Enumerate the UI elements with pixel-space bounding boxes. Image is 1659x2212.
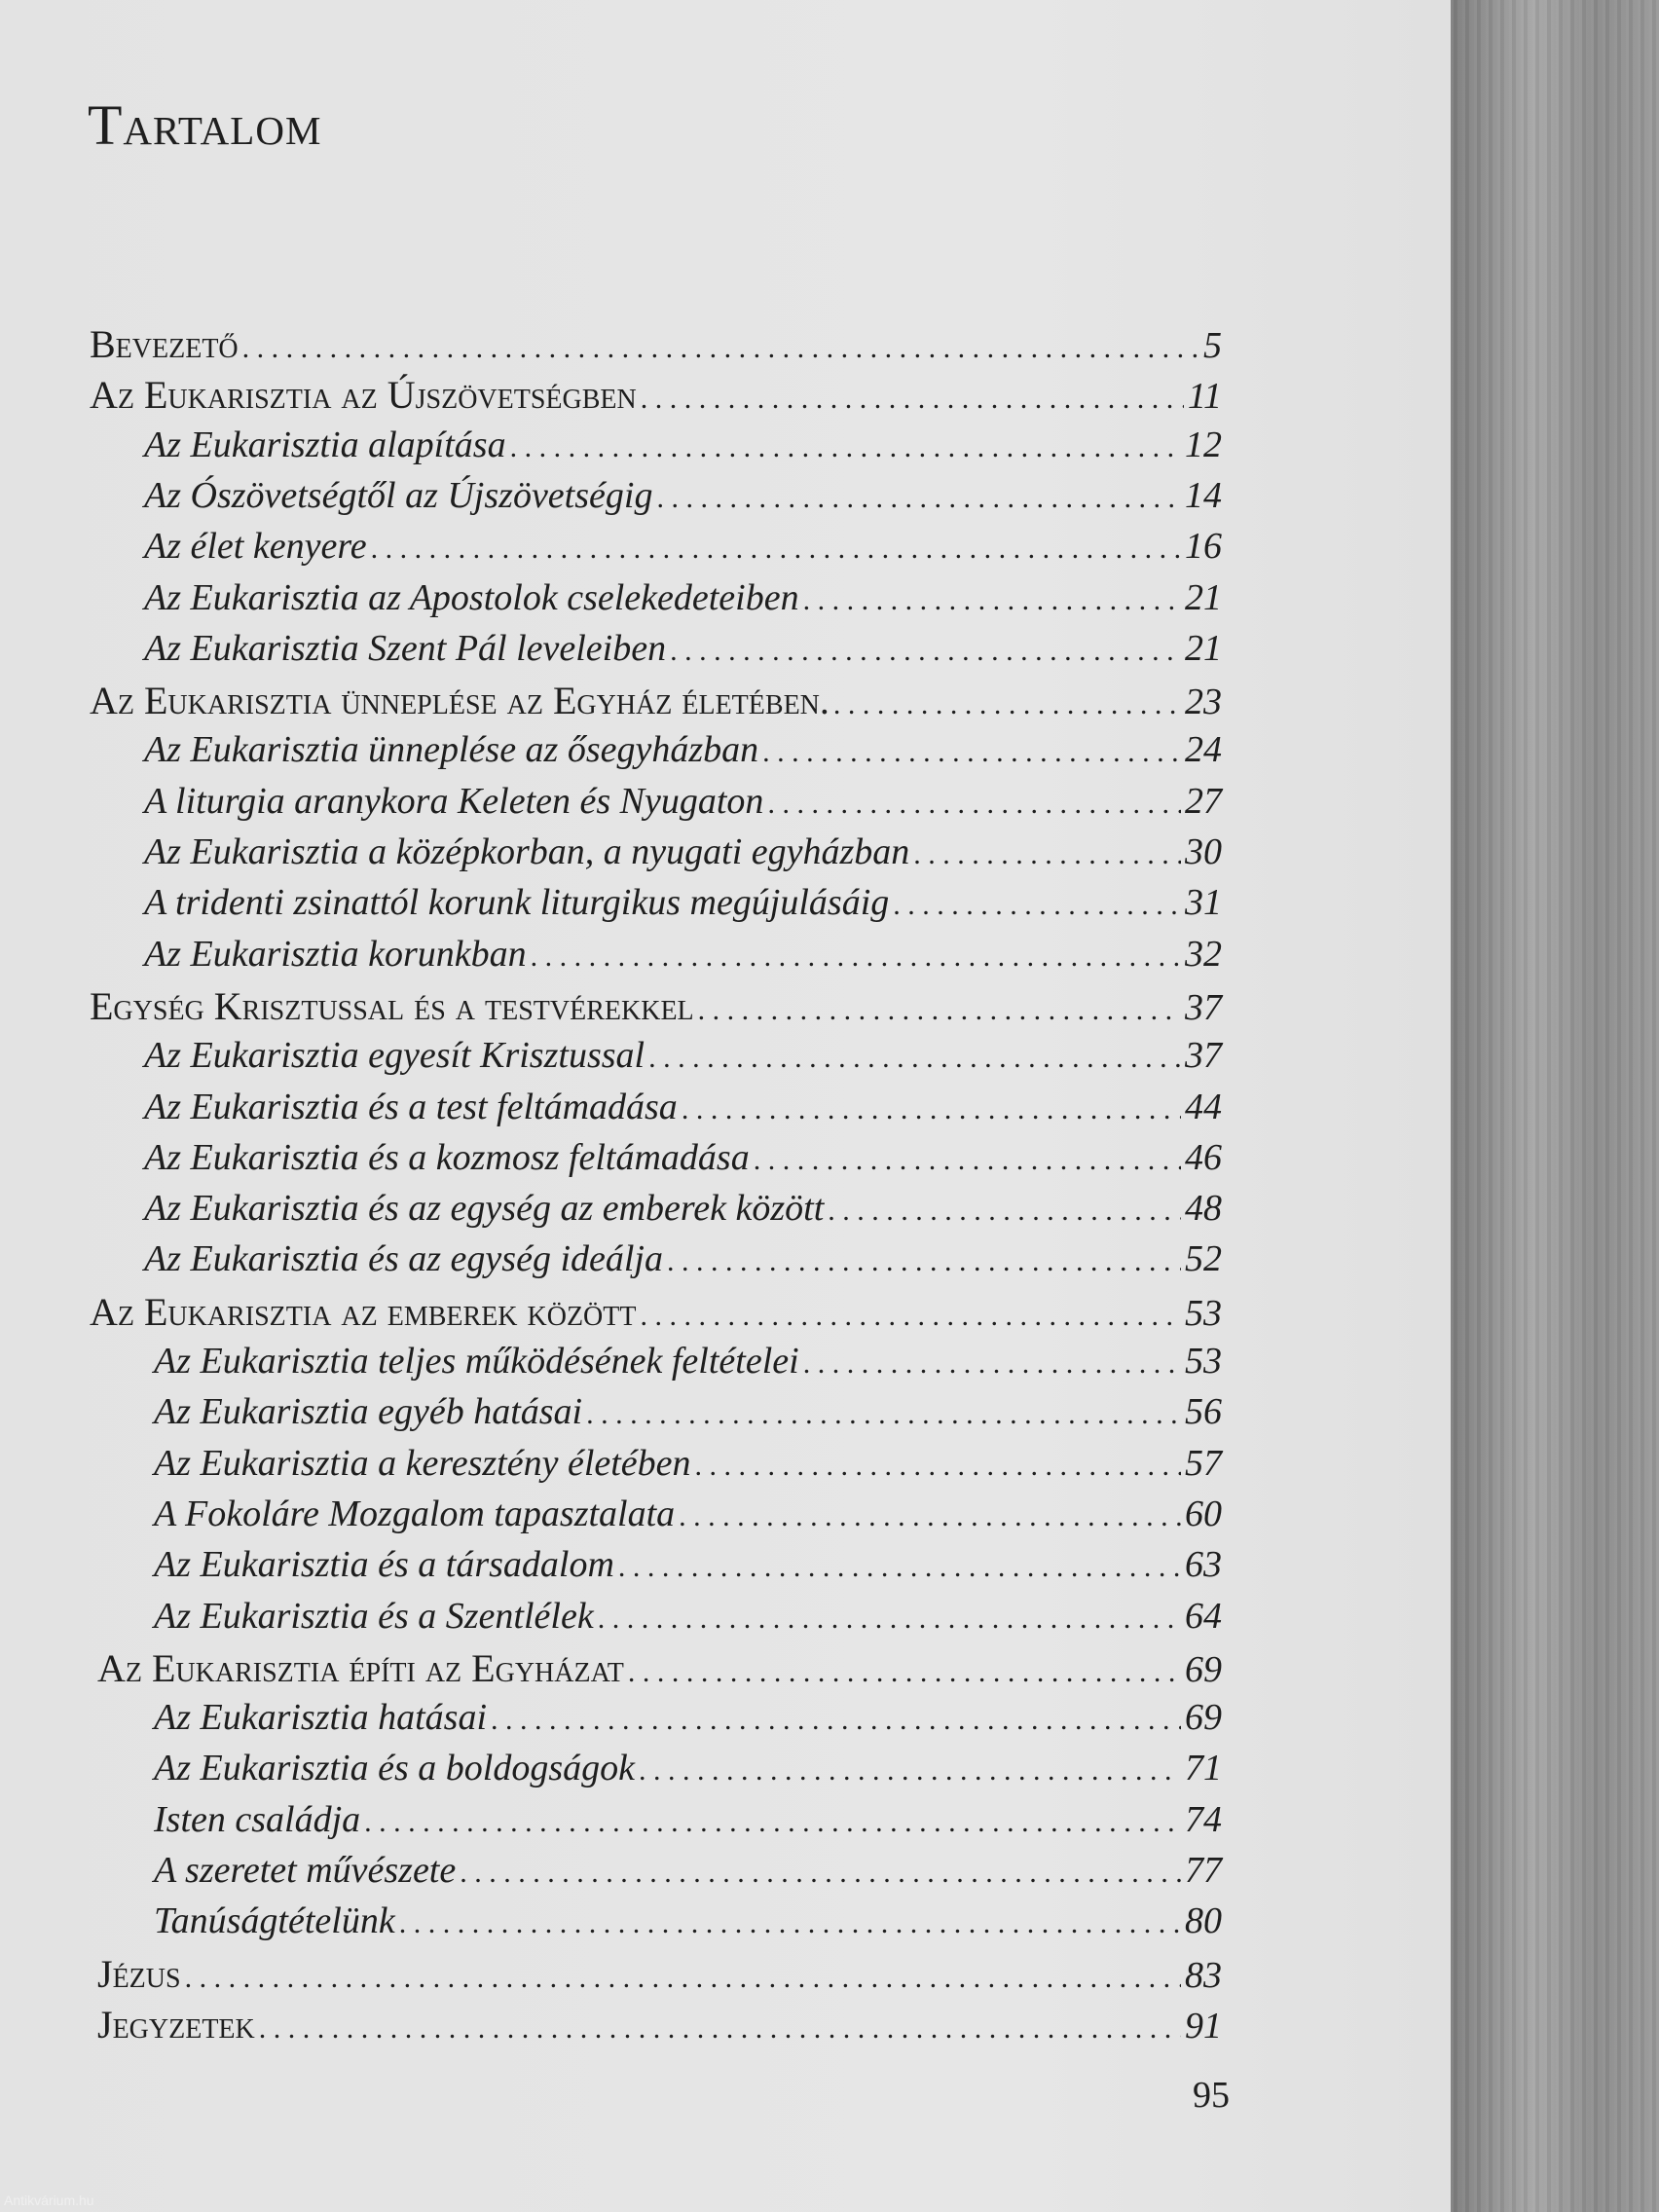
toc-entry-page: 37 <box>1185 986 1222 1028</box>
page-number: 95 <box>1193 2075 1230 2116</box>
dot-leader <box>767 788 1181 821</box>
toc-entry-page: 80 <box>1185 1900 1222 1942</box>
toc-entry <box>154 1899 1222 1950</box>
dot-leader <box>762 736 1181 769</box>
toc-entry-label: Az Eukarisztia és a boldogságok <box>154 1748 635 1789</box>
dot-leader <box>531 940 1181 974</box>
page-title: Tartalom <box>88 93 322 157</box>
toc-entry-label: Az Eukarisztia és az egység ideálja <box>144 1238 663 1280</box>
toc-entry-page: 52 <box>1185 1238 1222 1280</box>
toc-entry-page: 64 <box>1185 1595 1222 1637</box>
toc-entry <box>144 1034 1222 1085</box>
toc-entry-label: Az Eukarisztia építi az Egyházat <box>97 1645 624 1690</box>
toc-entry <box>144 1237 1222 1288</box>
toc-entry-page: 53 <box>1185 1341 1222 1382</box>
dot-leader <box>242 332 1199 365</box>
toc-entry-page: 24 <box>1185 729 1222 771</box>
toc-entry <box>154 1390 1222 1441</box>
watermark: Antikvárium.hu <box>4 2193 94 2208</box>
toc-entry <box>154 1595 1222 1645</box>
toc-entry <box>144 780 1222 830</box>
dot-leader <box>695 1450 1181 1483</box>
toc-entry-page: 27 <box>1185 780 1222 822</box>
toc-entry-page: 69 <box>1185 1648 1222 1690</box>
dot-leader <box>641 383 1184 416</box>
dot-leader <box>803 1347 1181 1381</box>
toc-entry-page: 5 <box>1203 325 1222 366</box>
toc-entry-page: 31 <box>1185 882 1222 924</box>
toc-entry-label: Az Eukarisztia egyéb hatásai <box>154 1391 583 1433</box>
toc-entry-label: Az Eukarisztia az Újszövetségben <box>90 373 637 418</box>
toc-entry <box>154 1442 1222 1493</box>
toc-entry <box>154 1340 1222 1390</box>
toc-entry-label: Az Eukarisztia alapítása <box>144 424 506 465</box>
toc-entry-page: 21 <box>1185 627 1222 669</box>
toc-entry-label: A szeretet művészete <box>154 1850 457 1891</box>
toc-entry <box>97 1645 1222 1696</box>
dot-leader <box>648 1042 1181 1075</box>
dot-leader <box>698 994 1181 1027</box>
toc-entry-label: A tridenti zsinattól korunk liturgikus megújulásáig <box>144 882 890 924</box>
toc-entry-page: 69 <box>1185 1697 1222 1739</box>
toc-entry <box>97 1951 1222 2002</box>
toc-entry-label: Az Eukarisztia egyesít Krisztussal <box>144 1035 645 1077</box>
toc-entry-label: Bevezető <box>90 322 239 366</box>
toc-entry <box>144 424 1222 474</box>
toc-entry-page: 16 <box>1185 526 1222 568</box>
toc-entry <box>154 1696 1222 1747</box>
toc-entry-label: Tanúságtételünk <box>154 1900 395 1942</box>
toc-entry-page: 91 <box>1185 2005 1222 2046</box>
dot-leader <box>491 1704 1181 1737</box>
toc-entry <box>90 983 1222 1034</box>
toc-entry <box>144 627 1222 678</box>
dot-leader <box>679 1500 1181 1533</box>
dot-leader <box>641 1300 1182 1333</box>
toc-entry-page: 44 <box>1185 1086 1222 1127</box>
toc-entry <box>90 372 1222 423</box>
toc-entry <box>154 1849 1222 1899</box>
toc-entry <box>90 321 1222 372</box>
toc-entry <box>144 576 1222 627</box>
toc-entry-page: 74 <box>1185 1798 1222 1840</box>
dot-leader <box>185 1962 1181 1995</box>
dot-leader <box>670 635 1181 668</box>
toc-entry-page: 57 <box>1185 1442 1222 1484</box>
toc-entry-label: Az Eukarisztia a keresztény életében <box>154 1442 691 1484</box>
dot-leader <box>893 889 1181 922</box>
toc-entry-label: Az élet kenyere <box>144 526 367 568</box>
toc-entry <box>144 933 1222 983</box>
toc-entry-label: Az Eukarisztia az Apostolok cselekedeteiben <box>144 576 799 618</box>
toc-entry-page: 12 <box>1185 424 1222 465</box>
dot-leader <box>913 838 1181 871</box>
dot-leader <box>510 431 1181 464</box>
toc-entry <box>90 678 1222 728</box>
toc-entry-label: Jegyzetek <box>97 2002 255 2046</box>
toc-entry-label: Az Eukarisztia és a társadalom <box>154 1544 614 1586</box>
dot-leader <box>598 1603 1181 1636</box>
toc-entry <box>90 1289 1222 1340</box>
toc-entry-page: 11 <box>1187 376 1222 418</box>
toc-entry-page: 56 <box>1185 1391 1222 1433</box>
toc-entry <box>154 1543 1222 1594</box>
dot-leader <box>586 1398 1181 1431</box>
toc-entry-label: Az Eukarisztia Szent Pál leveleiben <box>144 627 667 669</box>
toc-entry-label: Az Eukarisztia teljes működésének feltételei <box>154 1341 799 1382</box>
dot-leader <box>656 482 1181 515</box>
toc-entry-label: Az Eukarisztia és a Szentlélek <box>154 1595 594 1637</box>
toc-entry-label: Az Eukarisztia hatásai <box>154 1697 488 1739</box>
toc-entry-page: 32 <box>1185 933 1222 975</box>
toc-entry-label: Az Eukarisztia az emberek között <box>90 1289 637 1334</box>
toc-entry-label: Az Eukarisztia korunkban <box>144 933 527 975</box>
toc-entry <box>144 1187 1222 1237</box>
toc-entry-label: Az Eukarisztia a középkorban, a nyugati egyházban <box>144 831 910 872</box>
toc-entry-label: Az Eukarisztia ünneplése az ősegyházban <box>144 729 759 771</box>
toc-entry <box>97 2002 1222 2052</box>
toc-entry-page: 48 <box>1185 1188 1222 1230</box>
toc-entry-label: Egység Krisztussal és a testvérekkel <box>90 983 694 1028</box>
toc-entry <box>154 1798 1222 1849</box>
toc-entry-page: 77 <box>1185 1850 1222 1891</box>
toc-entry-page: 63 <box>1185 1544 1222 1586</box>
toc-entry <box>144 525 1222 575</box>
toc-entry-page: 53 <box>1185 1292 1222 1334</box>
toc-entry <box>144 881 1222 932</box>
toc-entry-page: 30 <box>1185 831 1222 872</box>
dot-leader <box>667 1245 1181 1278</box>
toc-entry <box>144 1136 1222 1187</box>
toc-entry-page: 37 <box>1185 1035 1222 1077</box>
toc-entry-label: A liturgia aranykora Keleten és Nyugaton <box>144 780 764 822</box>
toc-entry <box>154 1493 1222 1543</box>
wooden-table-background <box>1451 0 1659 2212</box>
toc-entry-label: A Fokoláre Mozgalom tapasztalata <box>154 1493 676 1534</box>
toc-entry-label: Az Eukarisztia ünneplése az Egyház életében. <box>90 679 830 723</box>
toc-entry <box>144 830 1222 881</box>
toc-entry-label: Az Eukarisztia és a test feltámadása <box>144 1086 678 1127</box>
dot-leader <box>639 1754 1181 1788</box>
dot-leader <box>828 1195 1181 1228</box>
dot-leader <box>259 2012 1181 2046</box>
dot-leader <box>399 1907 1181 1940</box>
dot-leader <box>682 1093 1181 1126</box>
toc-entry <box>144 474 1222 525</box>
dot-leader <box>803 584 1181 617</box>
toc-entry <box>144 1086 1222 1136</box>
dot-leader <box>618 1551 1181 1584</box>
toc-entry-page: 83 <box>1185 1954 1222 1996</box>
dot-leader <box>754 1144 1181 1177</box>
toc-entry-page: 46 <box>1185 1136 1222 1178</box>
toc-entry-page: 14 <box>1185 474 1222 516</box>
toc-entry-label: Az Eukarisztia és a kozmosz feltámadása <box>144 1136 750 1178</box>
toc-entry-label: Isten családja <box>154 1798 361 1840</box>
toc-entry-page: 60 <box>1185 1493 1222 1534</box>
dot-leader <box>460 1857 1181 1890</box>
toc-entry-page: 71 <box>1185 1748 1222 1789</box>
toc-entry <box>144 728 1222 779</box>
toc-entry-page: 23 <box>1185 682 1222 723</box>
dot-leader <box>371 533 1181 566</box>
toc-entry-label: Az Ószövetségtől az Újszövetségig <box>144 474 653 516</box>
toc-entry-label: Az Eukarisztia és az egység az emberek között <box>144 1188 825 1230</box>
dot-leader <box>833 688 1181 721</box>
dot-leader <box>364 1806 1181 1839</box>
toc-entry <box>154 1747 1222 1797</box>
toc-entry-page: 21 <box>1185 576 1222 618</box>
toc-entry-label: Jézus <box>97 1951 181 1996</box>
dot-leader <box>628 1656 1181 1689</box>
